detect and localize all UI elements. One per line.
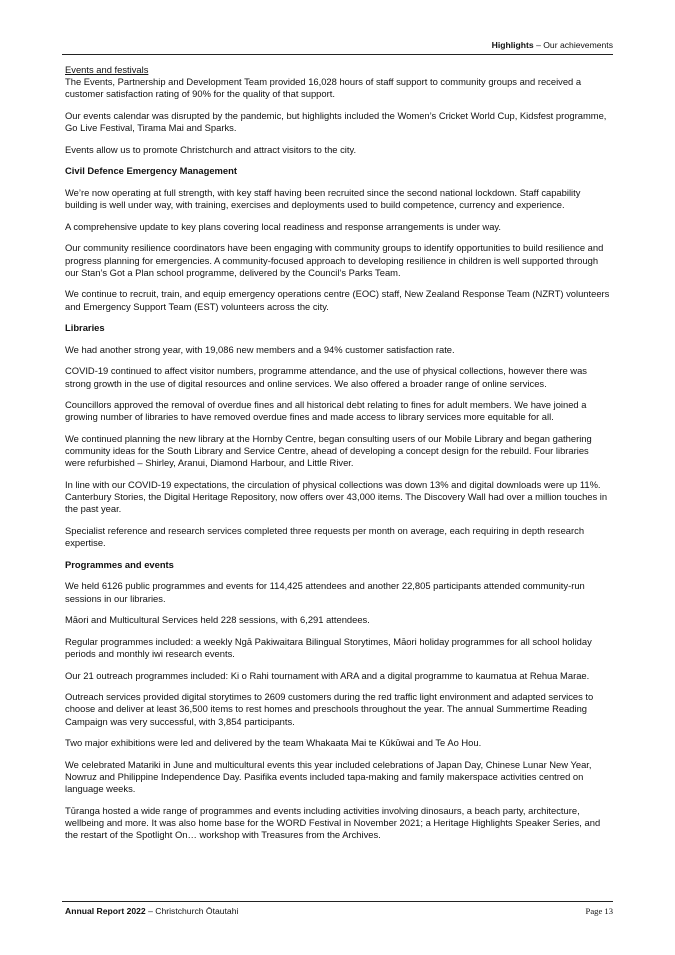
civil-defence-paragraph-2: A comprehensive update to key plans covering local readiness and response arrangements is under way. — [65, 220, 502, 232]
events-paragraph-2: Our events calendar was disrupted by the pandemic, but highlights included the Women’s Cricket World Cup, Kidsfest programme, Go Live Festival, Tirama Mai and Sparks. — [65, 110, 607, 134]
header-separator: – — [533, 40, 544, 50]
programmes-paragraph-3: Regular programmes included: a weekly Ngā Pakiwaitara Bilingual Storytimes, Māori holiday programmes for all school holiday periods and monthly iwi research events. — [65, 635, 592, 659]
footer-report-title: Annual Report 2022 — [65, 906, 146, 916]
libraries-paragraph-3: Councillors approved the removal of overdue fines and all historical debt relating to fines for adult members. We have joined a growing number of libraries to have removed overdue fines and made access to library services more equitable for all. — [65, 399, 587, 423]
programmes-heading: Programmes and events — [65, 558, 174, 570]
footer-org: Christchurch Ōtautahi — [155, 906, 239, 916]
programmes-paragraph-7: We celebrated Matariki in June and multicultural events this year included celebrations of Japan Day, Chinese Lunar New Year, Nowruz and Philippine Independence Day. Pasifika events included tapa-making and family makerspace activities centred on language weeks. — [65, 758, 592, 795]
page-number: Page 13 — [585, 906, 613, 916]
header-subtitle: Our achievements — [543, 40, 613, 50]
programmes-paragraph-8: Tūranga hosted a wide range of programmes and events including activities involving dinosaurs, a beach party, architecture, wellbeing and more. It was also home base for the WORD Festival in November 2021; a Heritage Highlights Speaker Series, and the restart of the Spotlight On… workshop with Treasures from the Archives. — [65, 804, 601, 841]
page-footer — [65, 906, 238, 917]
events-paragraph-1: The Events, Partnership and Development Team provided 16,028 hours of staff support to community groups and received a customer satisfaction rating of 90% for the quality of that support. — [65, 76, 582, 100]
civil-defence-paragraph-1: We’re now operating at full strength, with key staff having been recruited since the second national lockdown. Staff capability building is well under way, with training, exercises and deployments used to build competence, currency and experience. — [65, 186, 581, 211]
libraries-paragraph-6: Specialist reference and research services completed three requests per month on average, each requiring in depth research expertise. — [65, 524, 585, 549]
civil-defence-heading: Civil Defence Emergency Management — [65, 165, 237, 177]
libraries-paragraph-1: We had another strong year, with 19,086 new members and a 94% customer satisfaction rate. — [65, 343, 455, 355]
libraries-heading: Libraries — [65, 322, 105, 334]
libraries-paragraph-5: In line with our COVID-19 expectations, the circulation of physical collections was down 13% and digital downloads were up 11%. Canterbury Stories, the Digital Heritage Repository, now offers over 43,000 items. The Discovery Wall had over a million touches in the past year. — [65, 478, 608, 515]
header-divider — [62, 54, 613, 55]
footer-separator: – — [145, 906, 156, 916]
page-header — [62, 40, 613, 51]
civil-defence-paragraph-4: We continue to recruit, train, and equip emergency operations centre (EOC) staff, New Zealand Response Team (NZRT) volunteers and Emergency Support Team (EST) volunteers across the city. — [65, 288, 610, 312]
programmes-paragraph-6: Two major exhibitions were led and delivered by the team Whakaata Mai te Kūkūwai and Te Ao Hou. — [65, 737, 482, 749]
civil-defence-paragraph-3: Our community resilience coordinators have been engaging with community groups to identify opportunities to build resilience and progress planning for emergencies. A community-focused approach to developing resilience in children is well supported through our Stan’s Got a Plan school programme, delivered by the Council’s Parks Team. — [65, 242, 604, 278]
programmes-paragraph-4: Our 21 outreach programmes included: Ki o Rahi tournament with ARA and a digital programme to kaumatua at Rehua Marae. — [65, 669, 590, 681]
programmes-paragraph-1: We held 6126 public programmes and events for 114,425 attendees and another 22,805 participants attended community-run sessions in our libraries. — [65, 580, 585, 604]
programmes-paragraph-5: Outreach services provided digital storytimes to 2609 customers during the red traffic light environment and adapted services to choose and deliver at least 36,500 items to rest homes and preschools throughout the year. The annual Summertime Reading Campaign was very successful, with 3,854 participants. — [65, 691, 594, 727]
header-section: Highlights — [491, 40, 534, 50]
page-body — [65, 64, 611, 841]
libraries-paragraph-2: COVID-19 continued to affect visitor numbers, programme attendance, and the use of physical collections, however there was strong growth in the use of digital resources and online services. We also offered a broader range of online services. — [65, 365, 587, 389]
events-paragraph-3: Events allow us to promote Christchurch and attract visitors to the city. — [65, 143, 357, 155]
events-heading: Events and festivals — [65, 64, 149, 75]
programmes-paragraph-2: Māori and Multicultural Services held 228 sessions, with 6,291 attendees. — [65, 614, 370, 626]
footer-divider — [62, 901, 613, 902]
libraries-paragraph-4: We continued planning the new library at the Hornby Centre, began consulting users of our Mobile Library and began gathering community ideas for the South Library and Service Centre, ahead of developing a concept design for the rebuild. Four libraries were refurbished – Shirley, Aranui, Diamond Harbour, and Little River. — [65, 432, 592, 469]
